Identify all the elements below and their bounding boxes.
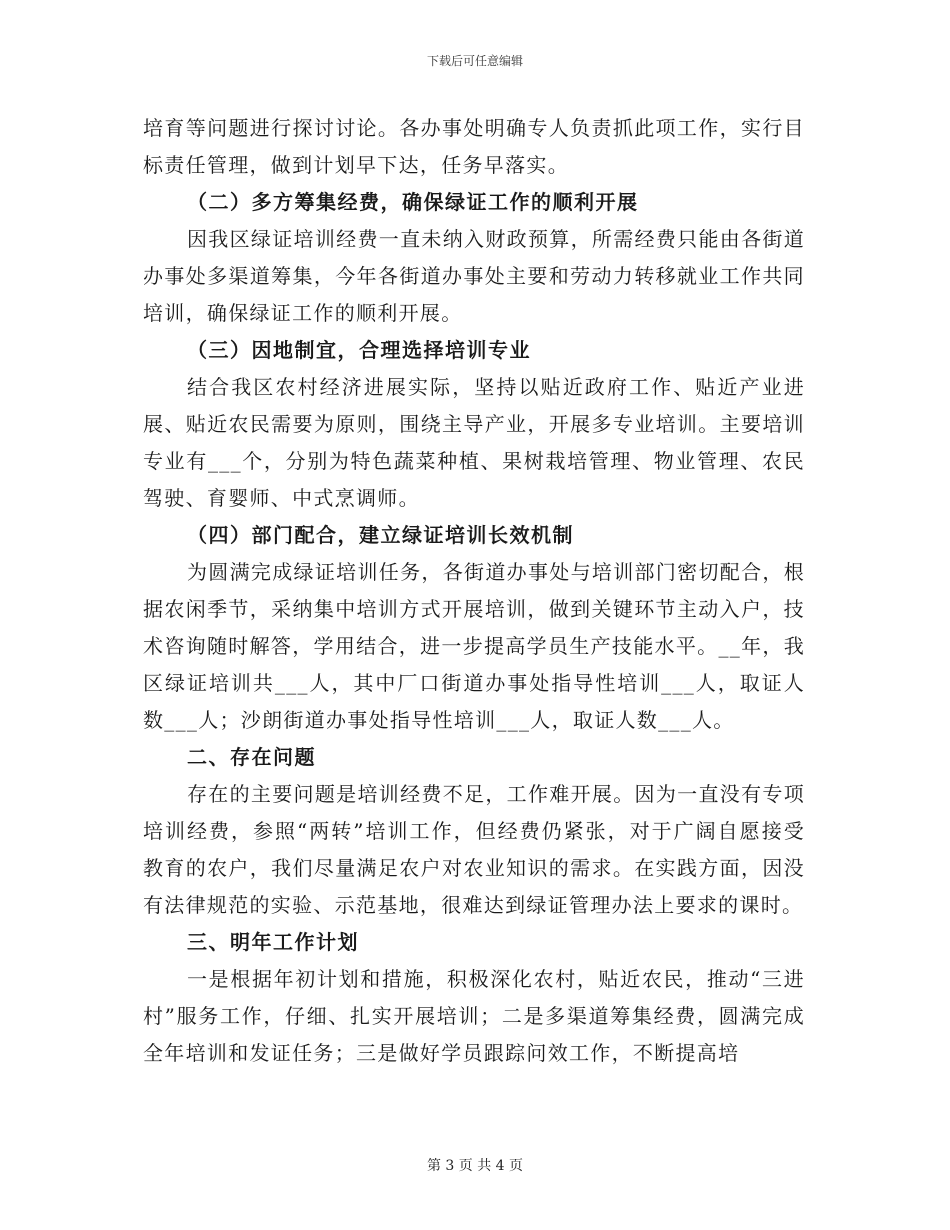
section-heading-specialties: （三）因地制宜，合理选择培训专业 [187,338,531,362]
paragraph-specialties: 结合我区农村经济进展实际，坚持以贴近政府工作、贴近产业进展、贴近农民需要为原则，围绕主导产业，开展多专业培训。主要培训专业有___个，分别为特色蔬菜种植、果树栽培管理、物业管理、农民驾驶、育婴师、中式烹调师。 [143,375,805,510]
section-heading-next-year-plan: 三、明年工作计划 [187,930,359,954]
page-number: 第 3 页 共 4 页 [426,1158,524,1174]
page-header: 下载后可任意编辑 [426,54,523,68]
paragraph-continuation: 培育等问题进行探讨讨论。各办事处明确专人负责抓此项工作，实行目标责任管理，做到计划早下达，任务早落实。 [143,116,805,177]
document-body [143,110,805,1072]
paragraph-next-year-plan: 一是根据年初计划和措施，积极深化农村，贴近农民，推动“三进村”服务工作，仔细、扎实开展培训；二是多渠道筹集经费，圆满完成全年培训和发证任务；三是做好学员跟踪问效工作，不断提高培 [143,967,805,1065]
section-heading-funding: （二）多方筹集经费，确保绿证工作的顺利开展 [187,190,639,214]
section-heading-problems: 二、存在问题 [187,745,316,769]
section-heading-cooperation: （四）部门配合，建立绿证培训长效机制 [187,523,574,547]
paragraph-problems: 存在的主要问题是培训经费不足，工作难开展。因为一直没有专项培训经费，参照“两转”培训工作，但经费仍紧张，对于广阔自愿接受教育的农户，我们尽量满足农户对农业知识的需求。在实践方面，因没有法律规范的实验、示范基地，很难达到绿证管理办法上要求的课时。 [143,782,805,917]
paragraph-funding: 因我区绿证培训经费一直未纳入财政预算，所需经费只能由各街道办事处多渠道筹集，今年各街道办事处主要和劳动力转移就业工作共同培训，确保绿证工作的顺利开展。 [143,227,805,325]
paragraph-cooperation: 为圆满完成绿证培训任务，各街道办事处与培训部门密切配合，根据农闲季节，采纳集中培训方式开展培训，做到关键环节主动入户，技术咨询随时解答，学用结合，进一步提高学员生产技能水平。__年，我区绿证培训共___人，其中厂口街道办事处指导性培训___人，取证人数___人；沙朗街道办事处指导性培训___人，取证人数___人。 [143,560,805,732]
